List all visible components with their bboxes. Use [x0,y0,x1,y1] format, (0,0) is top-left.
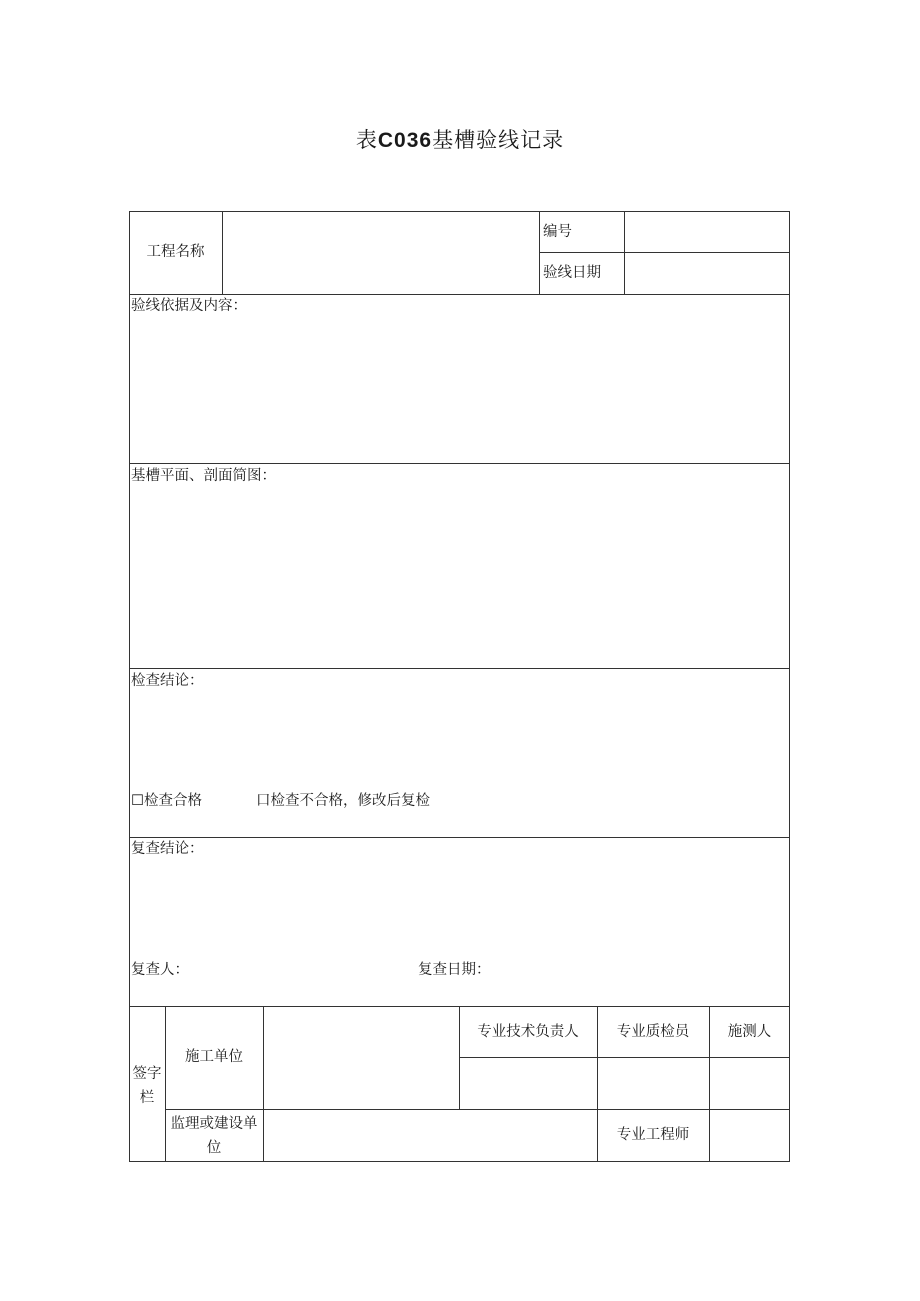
form-border-left [129,211,130,1161]
header-row-split [539,252,790,253]
project-name-field[interactable] [224,215,537,292]
inspection-label: 检查结论： [131,673,204,689]
tech-lead-signature[interactable] [461,1059,595,1107]
date-label: 验线日期 [543,265,601,281]
project-name-label: 工程名称 [146,244,205,260]
form-border-right [789,211,790,1161]
quality-inspector-label: 专业质检员 [616,1024,690,1040]
rechecker-label: 复查人： [131,962,189,978]
supervision-field[interactable] [265,1111,595,1159]
title-code: C036 [377,129,433,152]
option-pass[interactable]: ☐检查合格 [131,793,202,809]
sig-divider-unit [263,1006,264,1161]
engineer-label: 专业工程师 [616,1127,690,1143]
quality-inspector-signature[interactable] [599,1059,707,1107]
sketch-bottom-line [129,668,790,669]
inspection-form [129,211,790,1161]
option-fail[interactable]: 口检查不合格，修改后复检 [256,793,430,809]
title-prefix: 表 [355,128,378,152]
basis-bottom-line [129,463,790,464]
basis-field[interactable] [131,317,787,461]
recheck-label: 复查结论： [131,841,204,857]
supervision-label-1: 监理或建设单 [170,1116,258,1132]
surveyor-label: 施测人 [727,1024,772,1040]
header-bottom-line [129,294,790,295]
sketch-area[interactable] [131,487,787,665]
sig-section-label-2: 栏 [139,1090,155,1106]
tech-lead-label: 专业技术负责人 [477,1024,579,1040]
title-suffix: 基槽验线记录 [432,128,565,152]
engineer-signature[interactable] [711,1111,787,1159]
sig-row-split [459,1057,790,1058]
sig-divider-label [165,1006,166,1161]
number-field[interactable] [626,213,787,250]
form-border-bottom [129,1161,790,1162]
inspection-bottom-line [129,837,790,838]
recheck-date-label: 复查日期： [418,962,491,978]
sketch-label: 基槽平面、剖面简图： [131,468,276,484]
surveyor-signature[interactable] [711,1059,787,1107]
sig-section-label-1: 签字 [132,1066,162,1082]
basis-label: 验线依据及内容： [131,298,247,314]
construction-unit-field[interactable] [265,1008,457,1107]
sig-middle-line [165,1109,790,1110]
page-title [0,124,920,154]
header-divider-1 [222,211,223,294]
construction-unit-label: 施工单位 [185,1049,243,1065]
form-border-top [129,211,790,212]
supervision-label-2: 位 [206,1140,222,1156]
date-field[interactable] [626,254,787,292]
number-label: 编号 [543,224,572,240]
